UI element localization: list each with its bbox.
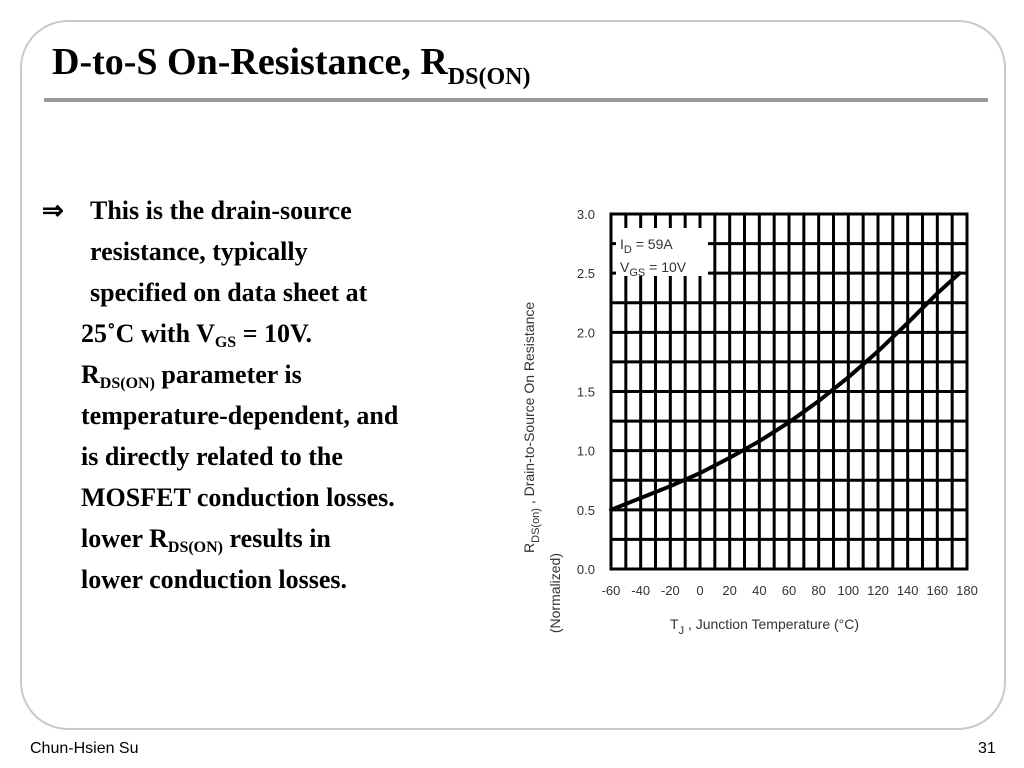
y-tick-label: 3.0: [576, 207, 595, 222]
slide-title: D-to-S On-Resistance, $R_{DS(ON)}$: [52, 41, 531, 90]
bullet-line-5: $R_{DS(ON)}$ parameter is: [81, 360, 302, 392]
bullet-line-3: specified on data sheet at: [90, 278, 368, 307]
y-tick-label: 2.0: [576, 325, 595, 341]
x-tick-label: 160: [926, 583, 949, 598]
x-tick-label: -20: [660, 583, 680, 598]
annotation-id-text: $I_D = 59A$: [620, 236, 673, 256]
bullet-line-4: 25˚C with $V_{GS} = 10V$.: [81, 319, 312, 351]
bullet-line-10: lower conduction losses.: [81, 565, 348, 594]
x-tick-label: -60: [601, 583, 621, 598]
annotation-id: [616, 228, 708, 279]
annotation-vgs-text: $V_{GS} = 10V$: [620, 259, 687, 279]
bullet-arrow-icon: ⇒: [42, 196, 64, 225]
y-tick-label: 0.5: [576, 502, 595, 518]
bullet-line-7: is directly related to the: [81, 442, 343, 471]
x-tick-label: 20: [722, 583, 737, 598]
x-tick-label: 40: [752, 583, 767, 598]
bullet-line-9: lower $R_{DS(ON)}$ results in: [81, 524, 331, 556]
y-tick-label: 2.5: [576, 266, 595, 282]
x-tick-label: 140: [896, 583, 919, 598]
footer-page-number: 31: [978, 740, 996, 757]
title-subscript: DS(ON): [447, 64, 531, 90]
rdson-temperature-chart: [510, 198, 990, 648]
x-tick-label: 180: [956, 583, 978, 598]
y-tick-label: 1.0: [576, 443, 595, 459]
x-tick-label: 100: [837, 583, 860, 598]
y-axis-ticks: [577, 207, 595, 577]
x-axis-ticks: [602, 583, 978, 598]
x-tick-label: 80: [811, 583, 826, 598]
y-tick-label: 1.5: [576, 384, 595, 400]
footer-author: Chun-Hsien Su: [30, 740, 139, 757]
y-tick-label: 0.0: [576, 562, 595, 577]
y-axis-label: $R_{DS(on)}$ , Drain-to-Source On Resistance: [521, 301, 542, 553]
x-axis-label: $T_J$ , Junction Temperature (°C): [670, 616, 860, 637]
x-tick-label: 120: [867, 583, 889, 598]
x-tick-label: -40: [631, 583, 651, 598]
x-tick-label: 60: [781, 583, 797, 598]
x-tick-label: 0: [696, 583, 704, 598]
bullet-line-1: This is the drain-source: [90, 196, 352, 225]
y-axis-label-line2: (Normalized): [547, 553, 563, 634]
bullet-line-6: temperature-dependent, and: [81, 401, 399, 430]
bullet-line-8: MOSFET conduction losses.: [81, 483, 395, 512]
title-underline: [44, 98, 988, 102]
bullet-line-2: resistance, typically: [90, 237, 308, 266]
